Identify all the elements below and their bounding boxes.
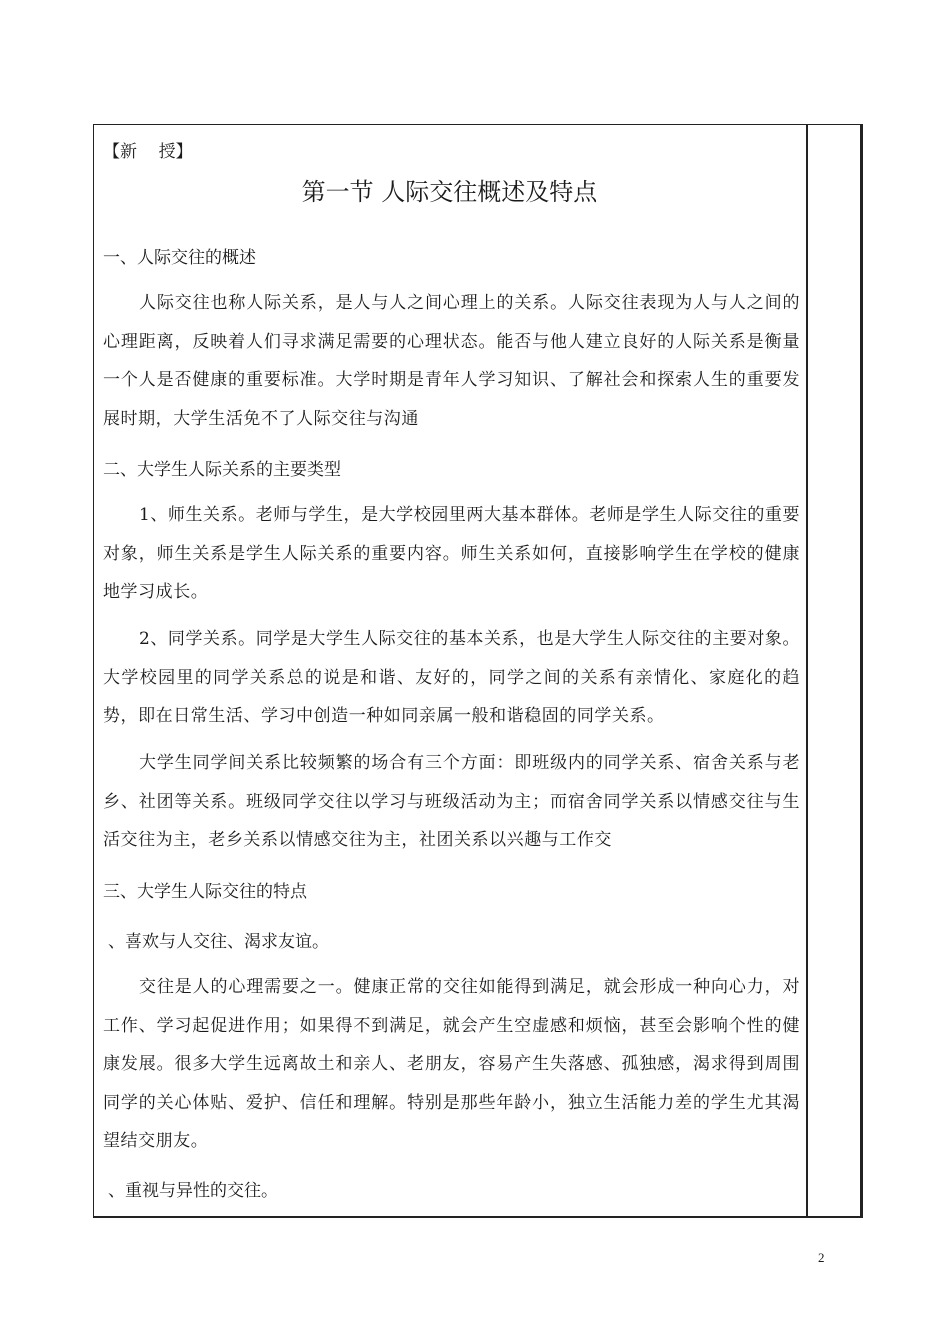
list-item-opposite-sex: 、重视与异性的交往。 — [108, 1181, 278, 1201]
list-item-friendship: 、喜欢与人交往、渴求友谊。 — [108, 932, 329, 952]
paragraph-classmates: 2、同学关系。同学是大学生人际交往的基本关系，也是大学生人际交往的主要对象。大学校园里的同学关系总的说是和谐、友好的，同学之间的关系有亲情化、家庭化的趋势，即在日常生活、学习中创造一种如同亲属一般和谐稳固的同学关系。 — [103, 629, 800, 726]
paragraph-classmate-occasions: 大学生同学间关系比较频繁的场合有三个方面：即班级内的同学关系、宿舍关系与老乡、社团等关系。班级同学交往以学习与班级活动为主；而宿舍同学关系以情感交往与生活交往为主，老乡关系以情感交往为主，社团关系以兴趣与工作交 — [103, 753, 800, 850]
new-lesson-label: 【新 授】 — [103, 142, 193, 162]
heading-characteristics: 三、大学生人际交往的特点 — [103, 882, 307, 902]
paragraph-overview: 人际交往也称人际关系，是人与人之间心理上的关系。人际交往表现为人与人之间的心理距离，反映着人们寻求满足需要的心理状态。能否与他人建立良好的人际关系是衡量一个人是否健康的重要标准。大学时期是青年人学习知识、了解社会和探索人生的重要发展时期，大学生活免不了人际交往与沟通 — [103, 293, 800, 429]
table-column-divider — [806, 124, 808, 1218]
heading-overview: 一、人际交往的概述 — [103, 248, 256, 268]
section-title: 第一节 人际交往概述及特点 — [301, 178, 598, 206]
paragraph-friendship: 交往是人的心理需要之一。健康正常的交往如能得到满足，就会形成一种向心力，对工作、学习起促进作用；如果得不到满足，就会产生空虚感和烦恼，甚至会影响个性的健康发展。很多大学生远离故土和亲人、老朋友，容易产生失落感、孤独感，渴求得到周围同学的关心体贴、爱护、信任和理解。特别是那些年龄小，独立生活能力差的学生尤其渴望结交朋友。 — [103, 977, 800, 1151]
page-number: 2 — [818, 1250, 825, 1265]
heading-relationship-types: 二、大学生人际关系的主要类型 — [103, 460, 341, 480]
paragraph-teacher-student: 1、师生关系。老师与学生，是大学校园里两大基本群体。老师是学生人际交往的重要对象，师生关系是学生人际关系的重要内容。师生关系如何，直接影响学生在学校的健康地学习成长。 — [103, 505, 800, 602]
